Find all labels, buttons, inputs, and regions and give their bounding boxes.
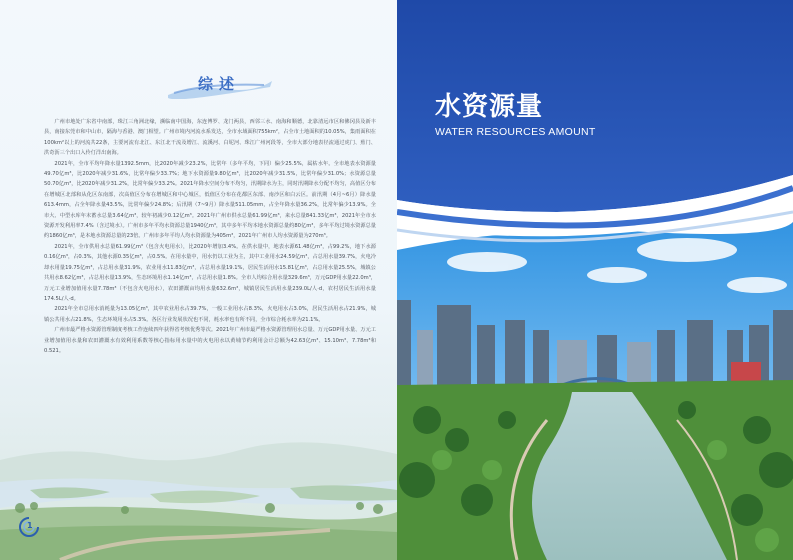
page-number-badge: [18, 516, 40, 538]
paragraph: 广州市最严格水资源管理制度考核工作连续四年获得省考核优秀等次。2021年广州市最严格水资源管理用水总量、万元GDP用水量、万元工业增加值用水量和农田灌溉水有效利用系数等核心指标用水量中的火电用水以黄埔节约利用会计总额为42.63亿m³、15.10m³、7.78m³和0.521。: [44, 327, 376, 354]
paragraph: 2021年，全市供用水总量61.99亿m³（包含火电用水），比2020年增加3.4%。在供水量中，地表水源61.48亿m³，占99.2%，地下水源0.16亿m³，占0.3%，其他水源0.35亿m³，占0.5%。在用水量中，用水仍以工业为主，其中工业用水24.59亿m³，占总用水量39.7%，火电冷却水用量19.75亿m³，占总用水量31.9%，农业用水11.83亿m³，占总用水量19.1%，居民生活用水15.81亿m³，占总用水量25.5%，城镇公共用水8.62亿m³，占总用水量13.9%，生态环境用水1.14亿m³，占总用水量1.8%。全市人均综合用水量329.6m³，万元GDP用水量22.0m³，万元工业增加值用水量7.78m³（不包含火电用水），农田灌溉亩均用水量632.6m³，城镇居民生活用水量239.0L/人·d，农村居民生活用水量174.5L/人·d。: [44, 243, 376, 302]
city-river-photo: [397, 200, 793, 560]
landscape-illustration: [0, 390, 397, 560]
paragraph: 2021年，全市平均年降水量1392.5mm，比2020年减少23.2%，比常年（多年平均，下同）偏少25.5%，属枯水年。全市地表水资源量49.70亿m³，比2020年减少31.6%，比常年偏少33.7%；地下水资源量9.80亿m³，比2020年减少31.5%，比常年偏少31.0%；水资源总量50.70亿m³，比2020年减少31.2%，比常年偏少33.2%。2021年降水空间分布不均匀，汛期降水为主，同时汛期降水分配不均匀，高值区分布在增城区北部和从化区东南部，次高值区分布在增城区和中心城区，低值区分布在花都区东部、南沙区和白云区。前汛期（4月~6月）降水量613.4mm，占全年降水量43.5%，比常年偏少24.8%；后汛期（7~9月）降水量511.05mm，占全年降水量36.2%，比常年偏少13.9%。全市大、中型水库年末蓄水总量3.64亿m³，较年初减少0.12亿m³。2021年广州市供水总量61.99亿m³，来水总量841.33亿m³，2021年全市水资源开发利用率7.4%（含过境水）。广州市多年平均水资源总量1940亿m³，其中多年平均本地水资源总量约80亿m³，多年平均过境水资源总量约1860亿m³，是本地水资源总量的23倍。广州市多年平均人均水资源量为405m³，2021年广州市人均水资源量为270m³。: [44, 160, 376, 240]
section-title: 综述: [197, 74, 240, 93]
body-text: [44, 117, 376, 356]
paragraph: 广州市地处广东省中南部，珠江三角洲北缘，濒临南中国海，东连博罗、龙门两县，西邻三水、南海和顺德，北靠清远市区和佛冈县及新丰县，南接东莞市和中山市，隔海与香港、澳门相望。广州市境内河流水系发达，全市水域面积755km²，占全市土地面积的10.05%，集雨面积在100km²以上的河流共22条，主要河流有北江、东江北干流及增江、流溪河、白坭河、珠江广州河段等，全市大部分地表径流通过虎门、蕉门、洪奇沥三个出口入伶仃洋出南海。: [44, 119, 376, 157]
paragraph: 2021年全市总用水消耗量为13.05亿m³，其中农业用水占39.7%，一般工业用水占8.3%，火电用水占3.0%，居民生活用水占21.9%，城镇公共用水占21.8%，生态环境用水占5.3%。各区行业发展状况也不同，耗水率也有所不同，全市综合耗水率为21.1%。: [44, 306, 376, 323]
chapter-title-en: WATER RESOURCES AMOUNT: [435, 126, 596, 138]
page-number: 1: [27, 521, 33, 530]
chapter-title-cn: 水资源量: [435, 92, 544, 122]
cover-illustration: [397, 0, 793, 560]
section-title-badge: [178, 71, 260, 95]
right-page: [397, 0, 793, 560]
